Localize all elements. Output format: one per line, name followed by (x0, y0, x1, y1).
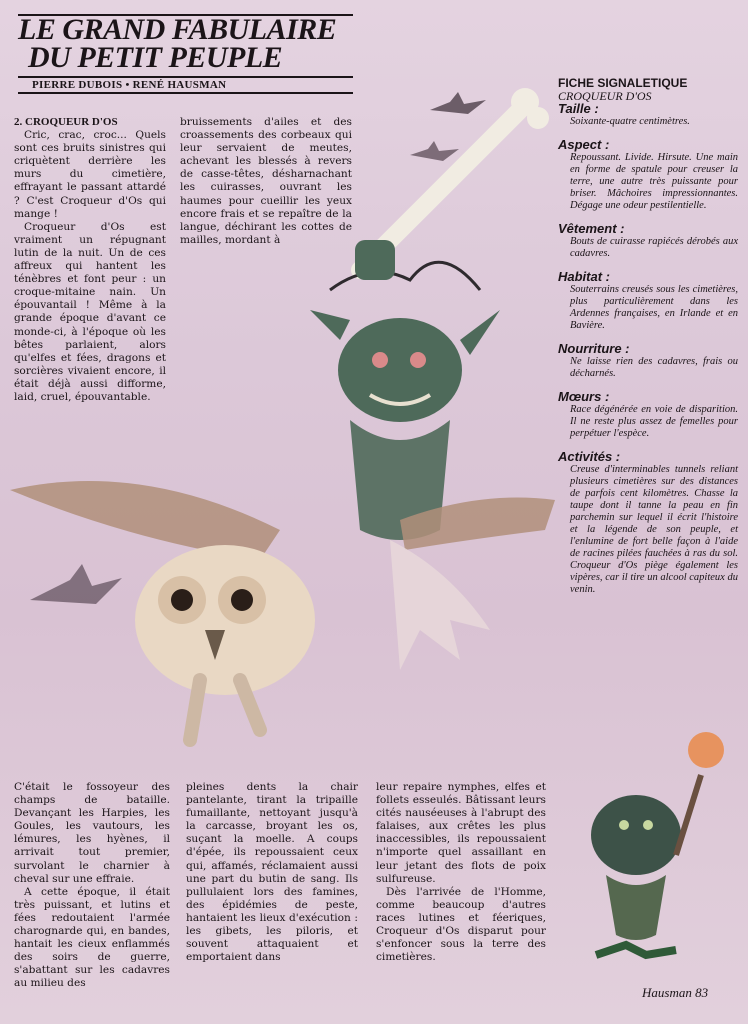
article-column-bottom-3 (376, 781, 546, 964)
tattered-cloth (390, 540, 490, 670)
fiche-section-activites (558, 450, 738, 596)
fiche-section-vetement (558, 222, 738, 260)
authors-byline: PIERRE DUBOIS • RENÉ HAUSMAN (18, 76, 353, 94)
fiche-section-habitat (558, 270, 738, 332)
fiche-section-taille (558, 102, 738, 128)
section-title: Nourriture : (558, 341, 630, 356)
small-goblin-illustration (556, 725, 742, 975)
article-column-bottom-2 (186, 781, 358, 964)
title-line-2: DU PETIT PEUPLE (28, 41, 283, 74)
paragraph: Cric, crac, croc... Quels sont ces bruits sinistres qui criquètent derrière les murs du cimetière, effrayant le passant attardé ? C'est Croqueur d'Os qui mange ! (14, 129, 166, 220)
fiche-section-aspect (558, 138, 738, 212)
paragraph: bruissements d'ailes et des croassements des corbeaux qui leur servaient de meutes, achevant les blessés à revers de casse-têtes, désharnachant les cuirasses, ouvrant les haumes pour cueillir les yeux encore frais et se repaître de la langue, déchirant les cottes de mailles, mordant à (180, 116, 352, 246)
paragraph: C'était le fossoyeur des champs de bataille. Devançant les Harpies, les Goules, les vautours, les lémures, les hyènes, il arrivait tout premier, survolant le charnier à cheval sur une effraie. (14, 781, 170, 885)
artist-signature: Hausman 83 (642, 985, 709, 1000)
paragraph: leur repaire nymphes, elfes et follets esseulés. Bâtissant leurs cités nauséeuses à l'abrupt des falaises, aux crêtes les plus inaccessibles, ils repoussaient n'importe quel assaillant en leur jetant des flots de poix sulfureuse. (376, 781, 546, 885)
paragraph: A cette époque, il était très puissant, et lutins et fées redoutaient l'armée charognarde qui, en bandes, hantait les cieux enflammés des soirs de guerre, s'abattant sur les cadavres au milieu des (14, 885, 170, 990)
goblin-figure (310, 240, 500, 540)
section-title: Vêtement : (558, 221, 625, 236)
fiche-subtitle: CROQUEUR D'OS (558, 89, 652, 103)
section-text: Soixante-quatre centimètres. (570, 116, 690, 127)
section-title: Habitat : (558, 269, 610, 284)
paragraph: pleines dents la chair pantelante, tirant la tripaille fumaillante, nettoyant jusqu'à la carcasse, broyant les os, suçant la moelle. A coups d'épée, ils repoussaient ceux qui, affamés, réclamaient aussi une part du butin de sang. Ils pullulaient lors des famines, des épidémies de peste, hantaient les lieux d'exécution : les gibets, les piloris, et souvent attaquaient et emportaient dans (186, 781, 358, 964)
section-title: Aspect : (558, 137, 610, 152)
bat-silhouette (30, 564, 122, 604)
section-text: Ne laisse rien des cadavres, frais ou décharnés. (570, 356, 738, 379)
fiche-section-nourriture (558, 342, 738, 380)
article-column-1 (14, 116, 166, 404)
article-column-2 (180, 116, 352, 247)
section-text: Repoussant. Livide. Hirsute. Une main en forme de spatule pour creuser la terre, une autre très puissante pour briser. Mâchoires impressionnantes. Dégage une odeur pestilentielle. (570, 152, 738, 211)
fiche-header: FICHE SIGNALETIQUE (558, 76, 688, 90)
paragraph: Croqueur d'Os est vraiment un répugnant lutin de la nuit. Un de ces affreux qui hantent les ténèbres et font peur : un croque-mitaine nain. Un épouvantail ! Même à la grande époque d'avant ce monde-ci, à l'époque où les bêtes parlaient, alors qu'elfes et fées, dragons et sorcières vivaient encore, il était déjà aussi difforme, laid, cruel, épouvantable. (14, 220, 166, 403)
article-heading: 2. CROQUEUR D'OS (14, 116, 118, 128)
article-column-bottom-1 (14, 781, 170, 991)
section-text: Souterrains creusés sous les cimetières, plus particulièrement dans les Ardennes françaises, en Irlande et en Bavière. (570, 284, 738, 331)
bat-silhouette (410, 141, 459, 161)
fiche-section-moeurs (558, 390, 738, 440)
paragraph: Dès l'arrivée de l'Homme, comme beaucoup d'autres races lutines et féeriques, Croqueur d'Os disparut pour s'enfoncer sous la terre des cimetières. (376, 885, 546, 964)
title-line-1: LE GRAND FABULAIRE (18, 13, 337, 46)
section-title: Mœurs : (558, 389, 610, 404)
section-text: Race dégénérée en voie de disparition. Il ne reste plus assez de femelles pour perpétuer l'espèce. (570, 404, 738, 439)
section-text: Creuse d'interminables tunnels reliant plusieurs cimetières sur des distances de parfois cent kilomètres. Chasse la taupe dont il tanne la peau en fin parchemin sur lequel il écrit l'histoire et la légende de son peuple, et l'enlumine de fort belle façon à l'aide de racines pilées fauchées à ras du sol. Croqueur d'Os piège également les vipères, car il tire un alcool capiteux du venin. (570, 464, 738, 595)
fiche-signaletique (558, 77, 738, 606)
bat-silhouette (430, 92, 486, 114)
section-title: Taille : (558, 101, 599, 116)
section-text: Bouts de cuirasse rapiécés dérobés aux cadavres. (570, 236, 738, 259)
section-title: Activités : (558, 449, 621, 464)
